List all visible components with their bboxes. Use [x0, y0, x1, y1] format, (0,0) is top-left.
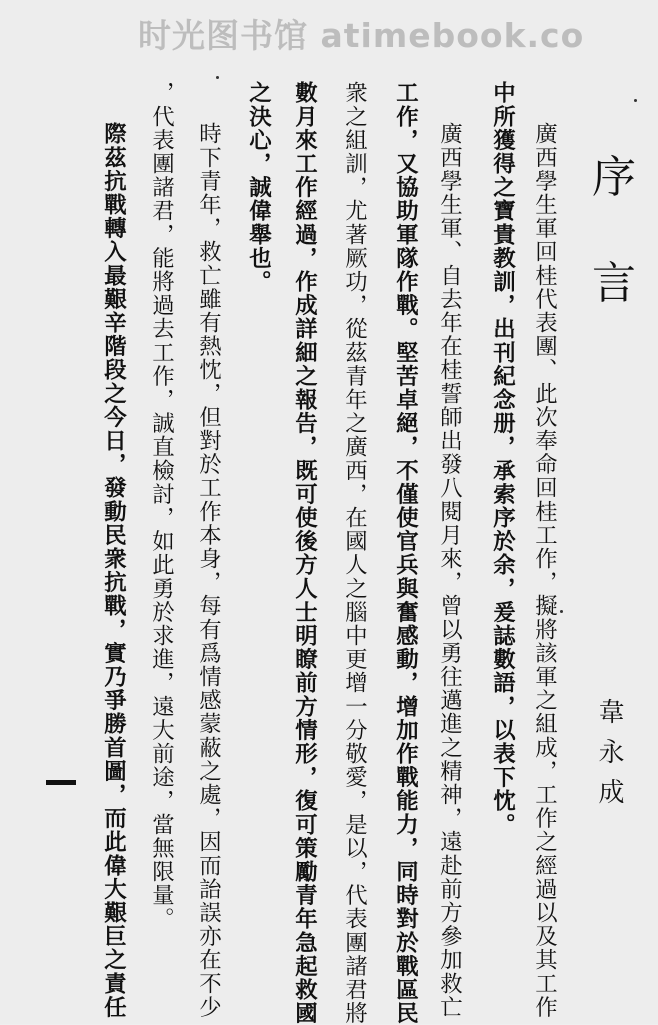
text-column-1: 廣西學生軍回桂代表團、此次奉命回桂工作，擬將該軍之組成，工作之經過以及其工作: [531, 122, 558, 1019]
text-column-3: 廣西學生軍、自去年在桂誓師出發八閱月來，曾以勇往邁進之精神，遠赴前方參加救亡: [436, 122, 463, 1019]
text-column-5: 衆之組訓，尤著厥功，從茲青年之廣西，在國人之腦中更增一分敬愛，是以，代表團諸君將: [341, 81, 368, 1025]
page-number-text: [46, 770, 47, 771]
author-name: 韋永成: [594, 698, 624, 818]
title-char-1: 序: [592, 152, 636, 203]
text-column-8: 時下青年，救亡雖有熱忱，但對於工作本身，每有爲情感蒙蔽之處，因而詒誤亦在不少: [195, 122, 222, 1019]
text-column-2: 中所獲得之寶貴教訓，出刊紀念册，承索序於余，爰誌數語，以表下忱。: [489, 81, 516, 837]
scan-speck: [216, 76, 219, 79]
title-char-2: 言: [592, 258, 636, 309]
text-column-6: 數月來工作經過，作成詳細之報告，既可使後方人士明瞭前方情形，復可策勵青年急起救國: [291, 81, 318, 1025]
scan-speck: [634, 99, 637, 102]
scan-speck: [560, 610, 563, 613]
watermark-text: 时光图书馆 atimebook.co: [138, 16, 585, 55]
text-column-7: 之決心，誠偉舉也。: [245, 81, 272, 294]
page-number: [46, 780, 76, 785]
text-column-10: 際茲抗戰轉入最艱辛階段之今日，發動民衆抗戰，實乃爭勝首圖，而此偉大艱巨之責任: [100, 122, 127, 1019]
text-column-4: 工作，又協助軍隊作戰。堅苦卓絕，不僅使官兵與奮感動，增加作戰能力，同時對於戰區民: [392, 81, 419, 1025]
text-column-9: ，代表團諸君，能將過去工作，誠直檢討，如此勇於求進，遠大前途，當無限量。: [148, 81, 175, 931]
